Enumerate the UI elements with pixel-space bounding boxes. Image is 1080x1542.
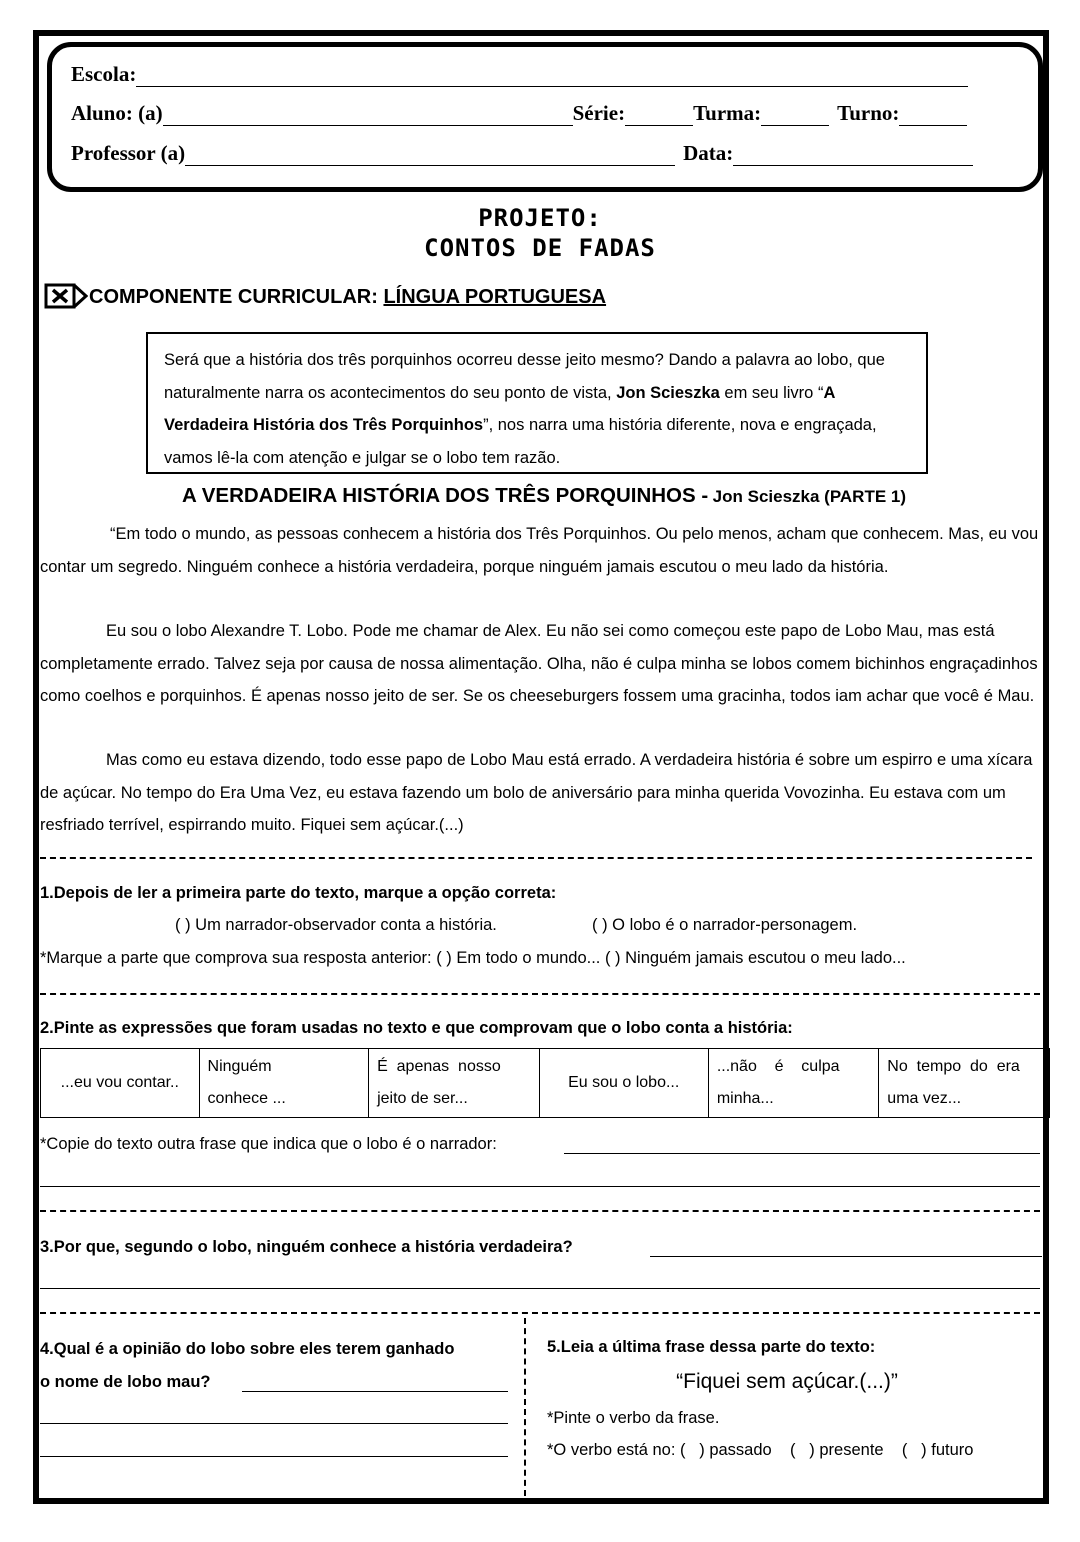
answer-line[interactable] <box>40 1270 1040 1289</box>
intro-book-title: A Verdadeira História dos Três Porquinhos <box>164 383 835 434</box>
story-title-row <box>0 484 1080 508</box>
data-field[interactable] <box>733 147 973 166</box>
expression-cell[interactable] <box>369 1049 540 1118</box>
intro-text: Será que a história dos três porquinhos ocorreu desse jeito mesmo? Dando a palavra ao lobo, que naturalmente narra os acontecimentos do seu ponto de vista, <box>164 351 885 402</box>
expression-text: minha... <box>716 1090 774 1107</box>
escola-field[interactable] <box>136 68 968 87</box>
professor-label: Professor (a) <box>71 141 186 165</box>
expression-cell[interactable] <box>539 1049 708 1118</box>
expression-text: Eu sou o lobo... <box>568 1074 680 1091</box>
expression-text: No tempo do era <box>887 1058 1020 1075</box>
expression-text: jeito de ser... <box>377 1090 468 1107</box>
question-5-title: 5.Leia a última frase dessa parte do texto: <box>547 1338 876 1356</box>
story-title: A VERDADEIRA HISTÓRIA DOS TRÊS PORQUINHOS - <box>181 484 709 507</box>
intro-box <box>146 332 928 474</box>
escola-label: Escola: <box>71 62 137 86</box>
expression-text: ...eu vou contar.. <box>60 1074 179 1091</box>
escola-row <box>71 62 968 87</box>
turno-label: Turno: <box>837 101 900 125</box>
answer-line[interactable] <box>40 1405 508 1424</box>
aluno-row <box>71 101 967 126</box>
expression-cell[interactable] <box>708 1049 878 1118</box>
expression-cell[interactable] <box>199 1049 369 1118</box>
question-4-title: 4.Qual é a opinião do lobo sobre eles terem ganhado <box>40 1340 455 1358</box>
checkbox-arrow-icon <box>44 283 88 314</box>
expressions-table <box>40 1048 1050 1118</box>
expression-cell[interactable] <box>879 1049 1050 1118</box>
question-5-sub-1: *Pinte o verbo da frase. <box>547 1409 720 1427</box>
expression-text: conhece ... <box>207 1090 286 1107</box>
turno-field[interactable] <box>899 107 967 126</box>
story-author: Jon Scieszka (PARTE 1) <box>712 487 907 506</box>
intro-text-2: em seu livro “ <box>719 383 824 402</box>
answer-line[interactable] <box>40 1168 1040 1187</box>
project-subtitle: CONTOS DE FADAS <box>424 234 656 262</box>
question-5-quote: “Fiquei sem açúcar.(...)” <box>676 1370 898 1393</box>
question-5-sub-2[interactable]: *O verbo está no: ( ) passado ( ) presente ( ) futuro <box>547 1441 974 1459</box>
professor-field[interactable] <box>185 147 675 166</box>
serie-label: Série: <box>572 101 626 125</box>
answer-line[interactable] <box>650 1238 1042 1257</box>
question-2-copy-prompt: *Copie do texto outra frase que indica que o lobo é o narrador: <box>40 1135 497 1153</box>
serie-field[interactable] <box>625 107 693 126</box>
component-value: LÍNGUA PORTUGUESA <box>383 286 607 308</box>
answer-line[interactable] <box>564 1135 1040 1154</box>
turma-label: Turma: <box>693 101 762 125</box>
turma-field[interactable] <box>761 107 829 126</box>
divider <box>40 857 1032 859</box>
aluno-field[interactable] <box>163 107 573 126</box>
question-3-title: 3.Por que, segundo o lobo, ninguém conhece a história verdadeira? <box>40 1238 573 1256</box>
question-1-sub: *Marque a parte que comprova sua resposta anterior: ( ) Em todo o mundo... ( ) Ninguém jamais escutou o meu lado... <box>40 949 906 967</box>
story-paragraph-2: Eu sou o lobo Alexandre T. Lobo. Pode me chamar de Alex. Eu não sei como começou este papo de Lobo Mau, mas está completamente errado. Talvez seja por causa de nossa alimentação. Olha, não é culpa minha se lobos comem bichinhos engraçadinhos como coelhos e porquinhos. É apenas nosso jeito de ser. Se os cheeseburgers fossem uma gracinha, todos iam achar que você é Mau. <box>40 622 1038 705</box>
divider <box>40 993 1040 995</box>
divider <box>40 1210 1040 1212</box>
project-title: PROJETO: <box>478 204 602 232</box>
professor-row <box>71 141 973 166</box>
component-label: COMPONENTE CURRICULAR: <box>89 286 378 308</box>
expression-cell[interactable] <box>41 1049 200 1118</box>
divider <box>40 1312 1040 1314</box>
answer-line[interactable] <box>40 1438 508 1457</box>
component-heading <box>89 286 606 309</box>
intro-author: Jon Scieszka <box>616 383 720 402</box>
question-1-option-2[interactable]: ( ) O lobo é o narrador-personagem. <box>592 916 858 934</box>
aluno-label: Aluno: (a) <box>71 101 163 125</box>
story-paragraph-3: Mas como eu estava dizendo, todo esse papo de Lobo Mau está errado. A verdadeira história é sobre um espirro e uma xícara de açúcar. No tempo do Era Uma Vez, eu estava fazendo um bolo de aniversário para minha querida Vovozinha. Eu estava com um resfriado terrível, espirrando muito. Fiquei sem açúcar.(...) <box>40 751 1033 834</box>
story-paragraph-1: “Em todo o mundo, as pessoas conhecem a história dos Três Porquinhos. Ou pelo menos, acham que conhecem. Mas, eu vou contar um segredo. Ninguém conhece a história verdadeira, porque ninguém jamais escutou o meu lado da história. <box>40 525 1039 576</box>
expression-text: uma vez... <box>887 1090 962 1107</box>
expression-text: É apenas nosso <box>377 1058 501 1075</box>
expression-text: Ninguém <box>207 1058 272 1075</box>
question-4-title-2: o nome de lobo mau? <box>40 1373 211 1391</box>
column-divider <box>524 1318 526 1496</box>
expression-text: ...não é culpa <box>716 1058 840 1075</box>
intro-text-3: ”, nos narra uma história diferente, nova e engraçada, vamos lê-la com atenção e julgar se o lobo tem razão. <box>164 416 877 467</box>
data-label: Data: <box>683 141 734 165</box>
answer-line[interactable] <box>242 1373 508 1392</box>
question-1-option-1[interactable]: ( ) Um narrador-observador conta a história. <box>175 916 497 934</box>
question-1-title: 1.Depois de ler a primeira parte do texto, marque a opção correta: <box>40 884 557 902</box>
question-2-title: 2.Pinte as expressões que foram usadas no texto e que comprovam que o lobo conta a história: <box>40 1019 793 1037</box>
